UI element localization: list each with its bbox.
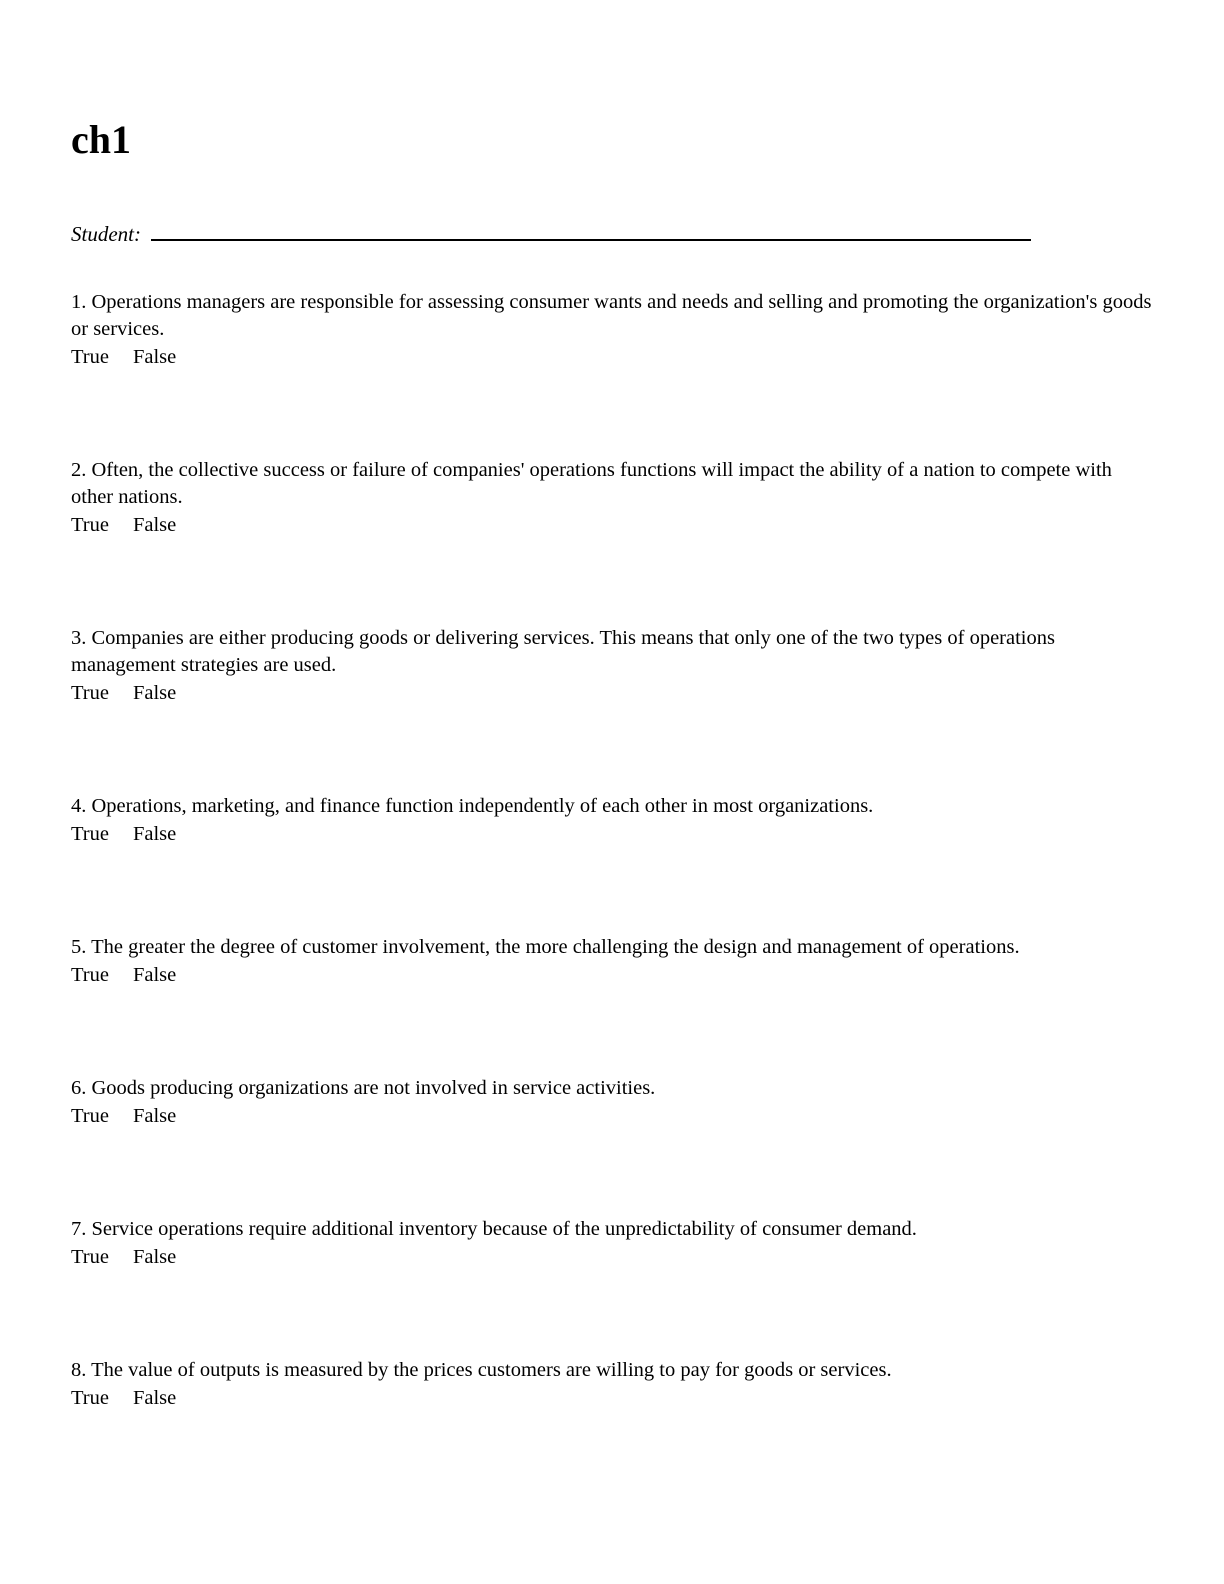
answer-options xyxy=(71,344,1152,371)
true-option[interactable]: True xyxy=(71,1246,109,1268)
true-option[interactable]: True xyxy=(71,1387,109,1409)
false-option[interactable]: False xyxy=(132,1387,177,1409)
question-number: 2. xyxy=(71,459,87,481)
question-3 xyxy=(71,625,1152,707)
true-option[interactable]: True xyxy=(71,964,109,986)
question-1 xyxy=(71,289,1152,371)
question-text xyxy=(71,1357,1152,1384)
question-text xyxy=(71,289,1152,343)
question-body: Service operations require additional inventory because of the unpredictability of consumer demand. xyxy=(91,1218,917,1240)
question-5 xyxy=(71,934,1152,989)
answer-options xyxy=(71,1244,1152,1271)
question-number: 3. xyxy=(71,627,87,649)
true-option[interactable]: True xyxy=(71,346,109,368)
question-number: 4. xyxy=(71,795,87,817)
question-8 xyxy=(71,1357,1152,1412)
question-6 xyxy=(71,1075,1152,1130)
false-option[interactable]: False xyxy=(132,823,177,845)
question-text xyxy=(71,793,1152,820)
question-number: 8. xyxy=(71,1359,87,1381)
false-option[interactable]: False xyxy=(132,1246,177,1268)
true-option[interactable]: True xyxy=(71,1105,109,1127)
question-text xyxy=(71,457,1152,511)
false-option[interactable]: False xyxy=(132,346,177,368)
question-text xyxy=(71,934,1152,961)
student-line xyxy=(71,222,1152,247)
question-body: Operations, marketing, and finance function independently of each other in most organizations. xyxy=(91,795,874,817)
answer-options xyxy=(71,821,1152,848)
false-option[interactable]: False xyxy=(132,514,177,536)
false-option[interactable]: False xyxy=(132,1105,177,1127)
answer-options xyxy=(71,512,1152,539)
question-body: The value of outputs is measured by the prices customers are willing to pay for goods or services. xyxy=(91,1359,892,1381)
question-body: Goods producing organizations are not involved in service activities. xyxy=(91,1077,656,1099)
page-title: ch1 xyxy=(71,117,131,162)
question-number: 6. xyxy=(71,1077,87,1099)
question-2 xyxy=(71,457,1152,539)
student-name-blank xyxy=(151,239,1031,241)
false-option[interactable]: False xyxy=(132,682,177,704)
question-body: Companies are either producing goods or delivering services. This means that only one of the two types of operations management strategies are used. xyxy=(71,627,1055,676)
answer-options xyxy=(71,962,1152,989)
question-number: 1. xyxy=(71,291,87,313)
student-label: Student: xyxy=(71,222,141,246)
answer-options xyxy=(71,1103,1152,1130)
question-body: The greater the degree of customer involvement, the more challenging the design and management of operations. xyxy=(91,936,1020,958)
question-text xyxy=(71,625,1152,679)
false-option[interactable]: False xyxy=(132,964,177,986)
question-number: 7. xyxy=(71,1218,87,1240)
answer-options xyxy=(71,1385,1152,1412)
question-body: Operations managers are responsible for assessing consumer wants and needs and selling and promoting the organization's goods or services. xyxy=(71,291,1152,340)
true-option[interactable]: True xyxy=(71,682,109,704)
answer-options xyxy=(71,680,1152,707)
question-7 xyxy=(71,1216,1152,1271)
true-option[interactable]: True xyxy=(71,823,109,845)
true-option[interactable]: True xyxy=(71,514,109,536)
question-text xyxy=(71,1075,1152,1102)
question-text xyxy=(71,1216,1152,1243)
question-number: 5. xyxy=(71,936,87,958)
question-4 xyxy=(71,793,1152,848)
question-body: Often, the collective success or failure of companies' operations functions will impact the ability of a nation to compete with other nations. xyxy=(71,459,1112,508)
